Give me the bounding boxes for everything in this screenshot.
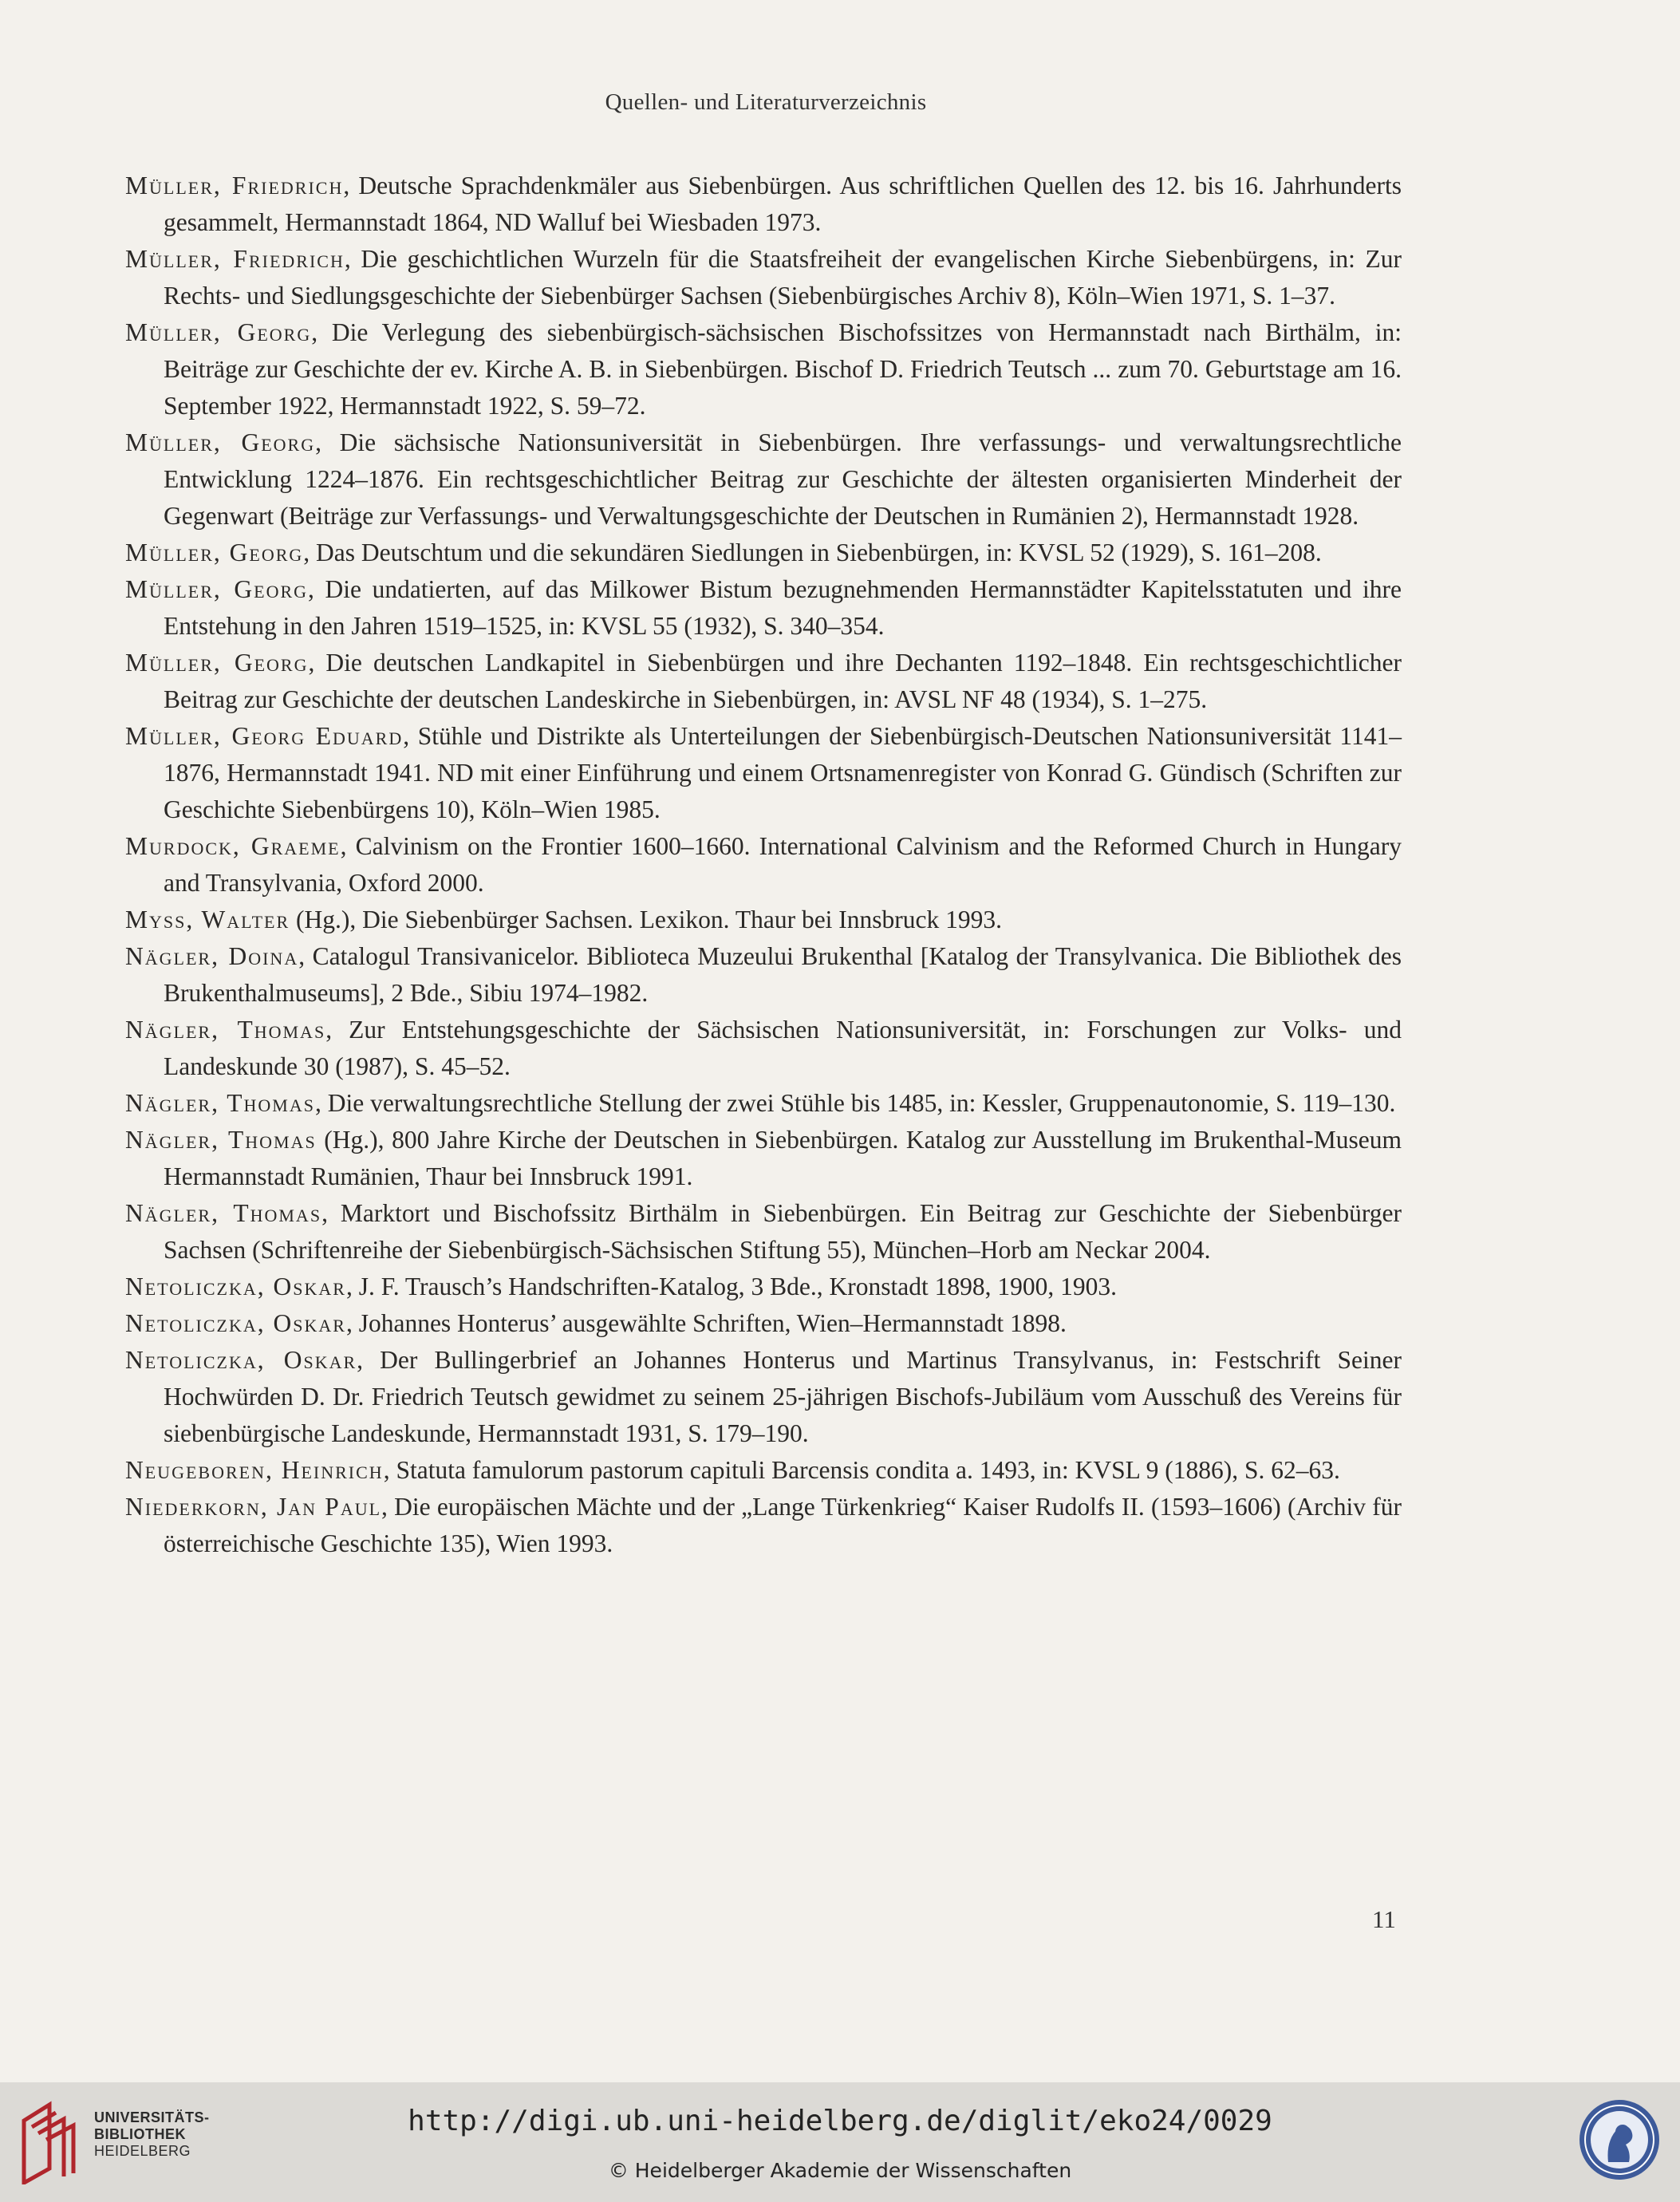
entry-text: , Die Verlegung des siebenbürgisch-sächsischen Bischofssitzes von Hermannstadt nach Birthälm, in: Beiträge zur Geschichte der ev. Kirche A. B. in Siebenbürgen. Bischof D. Friedrich Teutsch ... zum 70. Geburtstage am 16. September 1922, Hermannstadt 1922, S. 59–72. (164, 318, 1402, 420)
entry-author: Neugeboren, Heinrich (125, 1456, 384, 1484)
bib-entry (125, 424, 1402, 535)
bib-entry (125, 1269, 1402, 1305)
entry-text: , Die geschichtlichen Wurzeln für die Staatsfreiheit der evangelischen Kirche Siebenbürgens, in: Zur Rechts- und Siedlungsgeschichte der Siebenbürger Sachsen (Siebenbürgisches Archiv 8), Köln–Wien 1971, S. 1–37. (164, 245, 1402, 310)
footer-bar (0, 2082, 1680, 2202)
entry-author: Niederkorn, Jan Paul (125, 1493, 382, 1521)
page-number: 11 (1372, 1905, 1396, 1933)
bib-entry (125, 1489, 1402, 1562)
entry-author: Müller, Friedrich (125, 245, 345, 273)
entry-author: Müller, Friedrich (125, 172, 344, 199)
entry-author: Müller, Georg (125, 318, 312, 346)
source-url-link[interactable]: http://digi.ub.uni-heidelberg.de/diglit/eko24/0029 (408, 2105, 1272, 2137)
bib-entry (125, 314, 1402, 424)
entry-author: Nägler, Thomas (125, 1199, 322, 1227)
bib-entry (125, 938, 1402, 1012)
bib-entry (125, 1452, 1402, 1489)
bib-entry (125, 535, 1402, 571)
entry-author: Nägler, Doina (125, 942, 299, 970)
entry-text: (Hg.), 800 Jahre Kirche der Deutschen in Siebenbürgen. Katalog zur Ausstellung im Brukenthal-Museum Hermannstadt Rumänien, Thaur bei Innsbruck 1991. (164, 1126, 1402, 1190)
entry-author: Müller, Georg (125, 539, 304, 566)
bib-entry (125, 645, 1402, 718)
entry-text: , Der Bullingerbrief an Johannes Honterus und Martinus Transylvanus, in: Festschrift Seiner Hochwürden D. Dr. Friedrich Teutsch gewidmet zu seinem 25-jährigen Bischofs-Jubiläum vom Ausschuß des Vereins für siebenbürgische Landeskunde, Hermannstadt 1931, S. 179–190. (164, 1346, 1402, 1447)
entry-text: , Die verwaltungsrechtliche Stellung der zwei Stühle bis 1485, in: Kessler, Gruppenautonomie, S. 119–130. (314, 1089, 1396, 1117)
entry-text: , Zur Entstehungsgeschichte der Sächsischen Nationsuniversität, in: Forschungen zur Volks- und Landeskunde 30 (1987), S. 45–52. (164, 1016, 1402, 1080)
entry-author: Netoliczka, Oskar (125, 1309, 346, 1337)
entry-author: Müller, Georg Eduard (125, 722, 404, 750)
bib-entry (125, 1342, 1402, 1452)
bib-entry (125, 828, 1402, 902)
entry-text: , Die undatierten, auf das Milkower Bistum bezugnehmenden Hermannstädter Kapitelsstatuten und ihre Entstehung in den Jahren 1519–1525, in: KVSL 55 (1932), S. 340–354. (164, 575, 1402, 640)
entry-author: Nägler, Thomas (125, 1016, 326, 1044)
library-name-line: UNIVERSITÄTS- (94, 2109, 210, 2125)
entry-author: Nägler, Thomas (125, 1089, 315, 1117)
bib-entry (125, 1305, 1402, 1342)
entry-text: , Die deutschen Landkapitel in Siebenbürgen und ihre Dechanten 1192–1848. Ein rechtsgeschichtlicher Beitrag zur Geschichte der deutschen Landeskirche in Siebenbürgen, in: AVSL NF 48 (1934), S. 1–275. (164, 649, 1402, 713)
entry-text: , Deutsche Sprachdenkmäler aus Siebenbürgen. Aus schriftlichen Quellen des 12. bis 16. Jahrhunderts gesammelt, Hermannstadt 1864, ND Walluf bei Wiesbaden 1973. (164, 172, 1402, 236)
library-name-line: HEIDELBERG (94, 2143, 191, 2159)
bib-entry (125, 902, 1402, 938)
entry-author: Müller, Georg (125, 649, 309, 677)
library-name-line: BIBLIOTHEK (94, 2126, 186, 2142)
bib-entry (125, 1122, 1402, 1195)
entry-author: Müller, Georg (125, 428, 316, 456)
entry-author: Netoliczka, Oskar (125, 1273, 346, 1300)
entry-text: , Catalogul Transivanicelor. Biblioteca Muzeului Brukenthal [Katalog der Transylvanica. Die Bibliothek des Brukenthalmuseums], 2 Bde., Sibiu 1974–1982. (164, 942, 1402, 1007)
entry-text: (Hg.), Die Siebenbürger Sachsen. Lexikon. Thaur bei Innsbruck 1993. (290, 906, 1003, 933)
copyright-text: © Heidelberger Akademie der Wissenschaften (608, 2159, 1072, 2182)
entry-author: Nägler, Thomas (125, 1126, 317, 1154)
entry-text: , Calvinism on the Frontier 1600–1660. International Calvinism and the Reformed Church in Hungary and Transylvania, Oxford 2000. (164, 832, 1402, 897)
bib-entry (125, 241, 1402, 314)
entry-author: Murdock, Graeme (125, 832, 341, 860)
bib-entry (125, 1195, 1402, 1269)
entry-author: Netoliczka, Oskar (125, 1346, 357, 1374)
academy-seal-icon (1576, 2097, 1662, 2183)
page-header: Quellen- und Literaturverzeichnis (605, 89, 927, 115)
bibliography-list (125, 168, 1402, 1562)
entry-text: , J. F. Trausch’s Handschriften-Katalog, 3 Bde., Kronstadt 1898, 1900, 1903. (345, 1273, 1117, 1300)
entry-text: , Statuta famulorum pastorum capituli Barcensis condita a. 1493, in: KVSL 9 (1886), S. 62–63. (383, 1456, 1340, 1484)
bib-entry (125, 1012, 1402, 1085)
bib-entry (125, 168, 1402, 241)
entry-author: Myss, Walter (125, 906, 290, 933)
entry-author: Müller, Georg (125, 575, 309, 603)
entry-text: , Stühle und Distrikte als Unterteilungen der Siebenbürgisch-Deutschen Nationsuniversität 1141–1876, Hermannstadt 1941. ND mit einer Einführung und einem Ortsnamenregister von Konrad G. Gündisch (Schriften zur Geschichte Siebenbürgens 10), Köln–Wien 1985. (164, 722, 1402, 823)
entry-text: , Das Deutschtum und die sekundären Siedlungen in Siebenbürgen, in: KVSL 52 (1929), S. 161–208. (303, 539, 1322, 566)
entry-text: , Die europäischen Mächte und der „Lange Türkenkrieg“ Kaiser Rudolfs II. (1593–1606) (Archiv für österreichische Geschichte 135), Wien 1993. (164, 1493, 1402, 1557)
entry-text: , Marktort und Bischofssitz Birthälm in Siebenbürgen. Ein Beitrag zur Geschichte der Siebenbürger Sachsen (Schriftenreihe der Siebenbürgisch-Sächsischen Stiftung 55), München–Horb am Neckar 2004. (164, 1199, 1402, 1264)
bib-entry (125, 1085, 1402, 1122)
entry-text: , Johannes Honterus’ ausgewählte Schriften, Wien–Hermannstadt 1898. (345, 1309, 1067, 1337)
bib-entry (125, 718, 1402, 828)
entry-text: , Die sächsische Nationsuniversität in Siebenbürgen. Ihre verfassungs- und verwaltungsrechtliche Entwicklung 1224–1876. Ein rechtsgeschichtlicher Beitrag zur Geschichte der ältesten organisierten Minderheit der Gegenwart (Beiträge zur Verfassungs- und Verwaltungsgeschichte der Deutschen in Rumänien 2), Hermannstadt 1928. (164, 428, 1402, 530)
bib-entry (125, 571, 1402, 645)
